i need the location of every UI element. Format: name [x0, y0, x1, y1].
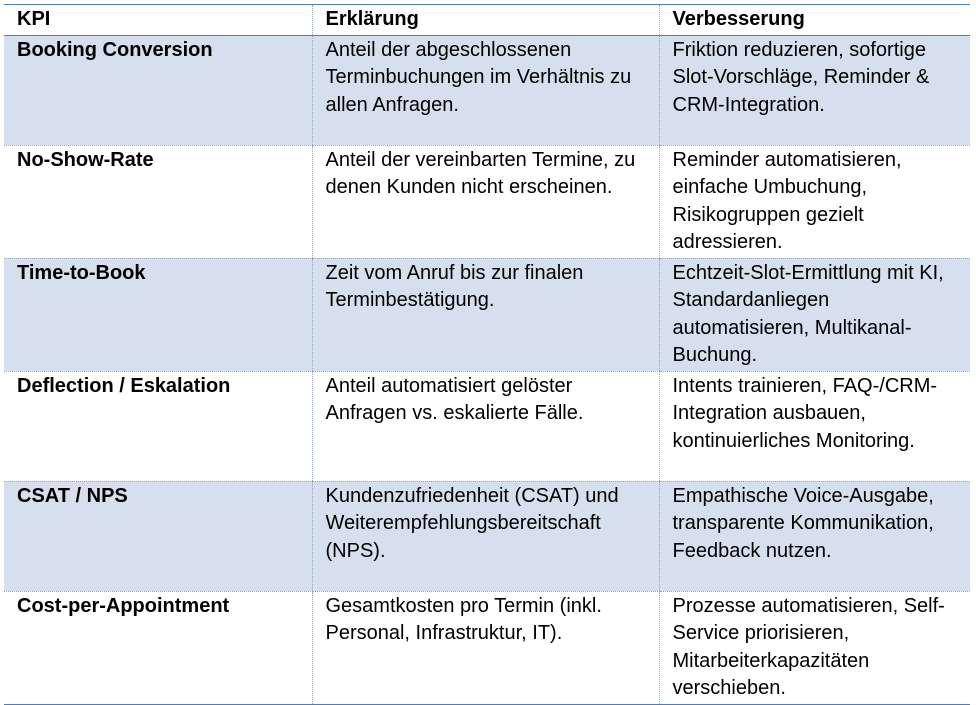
erklaerung-cell: Zeit vom Anruf bis zur finalen Terminbestätigung. — [312, 258, 659, 371]
verbesserung-cell: Reminder automatisieren, einfache Umbuchung, Risikogruppen gezielt adressieren. — [659, 145, 970, 258]
kpi-cell: Time-to-Book — [4, 258, 312, 371]
table-row — [4, 35, 970, 145]
erklaerung-cell: Anteil der abgeschlossenen Terminbuchungen im Verhältnis zu allen Anfragen. — [312, 35, 659, 145]
table-row — [4, 258, 970, 371]
table-row — [4, 145, 970, 258]
header-verbesserung: Verbesserung — [659, 5, 970, 36]
kpi-cell: No-Show-Rate — [4, 145, 312, 258]
verbesserung-cell: Intents trainieren, FAQ-/CRM-Integration ausbauen, kontinuierliches Monitoring. — [659, 371, 970, 481]
verbesserung-cell: Empathische Voice-Ausgabe, transparente Kommunikation, Feedback nutzen. — [659, 481, 970, 591]
table-header-row — [4, 5, 970, 36]
kpi-cell: Booking Conversion — [4, 35, 312, 145]
table-row — [4, 591, 970, 704]
erklaerung-cell: Anteil der vereinbarten Termine, zu denen Kunden nicht erscheinen. — [312, 145, 659, 258]
erklaerung-cell: Anteil automatisiert gelöster Anfragen vs. eskalierte Fälle. — [312, 371, 659, 481]
erklaerung-cell: Gesamtkosten pro Termin (inkl. Personal, Infrastruktur, IT). — [312, 591, 659, 704]
kpi-cell: Deflection / Eskalation — [4, 371, 312, 481]
kpi-cell: CSAT / NPS — [4, 481, 312, 591]
erklaerung-cell: Kundenzufriedenheit (CSAT) und Weiterempfehlungsbereitschaft (NPS). — [312, 481, 659, 591]
kpi-table — [4, 4, 970, 705]
verbesserung-cell: Friktion reduzieren, sofortige Slot-Vorschläge, Reminder & CRM-Integration. — [659, 35, 970, 145]
header-kpi: KPI — [4, 5, 312, 36]
verbesserung-cell: Echtzeit-Slot-Ermittlung mit KI, Standardanliegen automatisieren, Multikanal-Buchung. — [659, 258, 970, 371]
table-row — [4, 371, 970, 481]
header-erklaerung: Erklärung — [312, 5, 659, 36]
table-row — [4, 481, 970, 591]
verbesserung-cell: Prozesse automatisieren, Self-Service priorisieren, Mitarbeiterkapazitäten verschieben. — [659, 591, 970, 704]
kpi-cell: Cost-per-Appointment — [4, 591, 312, 704]
